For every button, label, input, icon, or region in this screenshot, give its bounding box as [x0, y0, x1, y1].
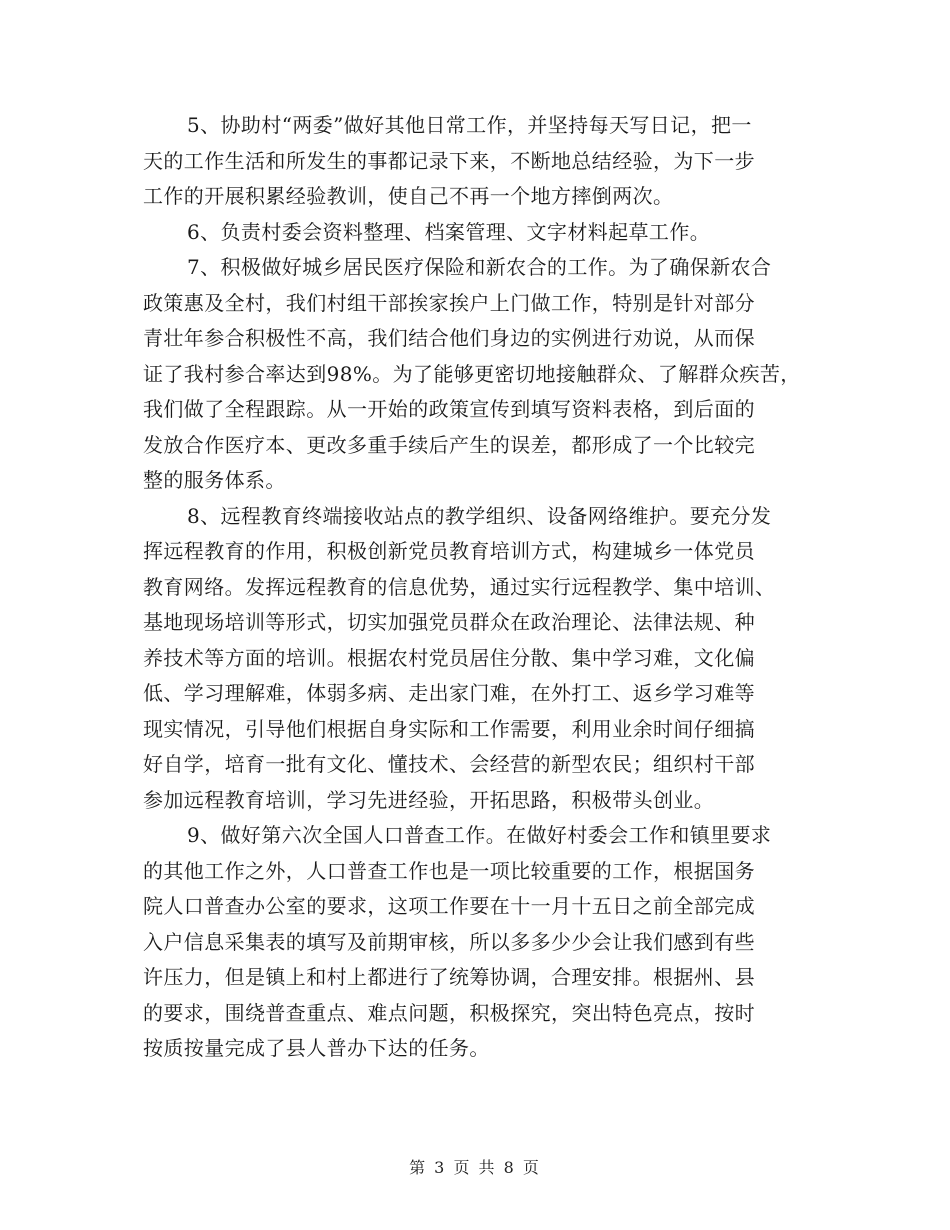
text-line: 天的工作生活和所发生的事都记录下来，不断地总结经验，为下一步 — [143, 148, 755, 173]
text-line: 整的服务体系。 — [143, 468, 286, 492]
text-line: 青壮年参合积极性不高，我们结合他们身边的实例进行劝说，从而保 — [143, 326, 755, 350]
text-line: 的其他工作之外，人口普查工作也是一项比较重要的工作，根据国务 — [143, 858, 755, 883]
text-line: 挥远程教育的作用，积极创新党员教育培训方式，构建城乡一体党员 — [143, 539, 755, 563]
text-line: 7、积极做好城乡居民医疗保险和新农合的工作。为了确保新农合 — [187, 255, 772, 279]
text-line: 基地现场培训等形式，切实加强党员群众在政治理论、法律法规、种 — [143, 610, 755, 634]
text-line: 入户信息采集表的填写及前期审核，所以多多少少会让我们感到有些 — [143, 929, 755, 954]
text-line: 好自学，培育一批有文化、懂技术、会经营的新型农民；组织村干部 — [143, 752, 755, 776]
text-line: 8、远程教育终端接收站点的教学组织、设备网络维护。要充分发 — [187, 503, 772, 528]
text-line: 的要求，围绕普查重点、难点问题，积极探究，突出特色亮点，按时 — [143, 1000, 755, 1025]
text-line: 政策惠及全村，我们村组干部挨家挨户上门做工作，特别是针对部分 — [143, 290, 755, 315]
text-line: 教育网络。发挥远程教育的信息优势，通过实行远程教学、集中培训、 — [143, 574, 776, 599]
text-line: 我们做了全程跟踪。从一开始的政策宣传到填写资料表格，到后面的 — [143, 397, 755, 421]
text-line: 参加远程教育培训，学习先进经验，开拓思路，积极带头创业。 — [143, 787, 715, 812]
text-line: 证了我村参合率达到98%。为了能够更密切地接触群众、了解群众疾苦， — [143, 361, 801, 386]
text-line: 按质按量完成了县人普办下达的任务。 — [143, 1036, 490, 1060]
text-line: 养技术等方面的培训。根据农村党员居住分散、集中学习难，文化偏 — [143, 645, 755, 670]
text-line: 6、负责村委会资料整理、档案管理、文字材料起草工作。 — [187, 219, 711, 244]
text-line: 发放合作医疗本、更改多重手续后产生的误差，都形成了一个比较完 — [143, 432, 755, 457]
text-line: 9、做好第六次全国人口普查工作。在做好村委会工作和镇里要求 — [187, 823, 772, 847]
page-number-footer: 第 3 页 共 8 页 — [409, 1158, 541, 1177]
text-line: 现实情况，引导他们根据自身实际和工作需要，利用业余时间仔细搞 — [143, 716, 755, 741]
text-line: 院人口普查办公室的要求，这项工作要在十一月十五日之前全部完成 — [143, 894, 755, 918]
text-line: 许压力，但是镇上和村上都进行了统筹协调，合理安排。根据州、县 — [143, 965, 755, 989]
text-line: 工作的开展积累经验教训，使自己不再一个地方摔倒两次。 — [143, 184, 674, 208]
text-line: 低、学习理解难，体弱多病、走出家门难，在外打工、返乡学习难等 — [143, 681, 755, 705]
document-body — [143, 108, 815, 1067]
text-line: 5、协助村“两委”做好其他日常工作，并坚持每天写日记，把一 — [187, 113, 752, 137]
